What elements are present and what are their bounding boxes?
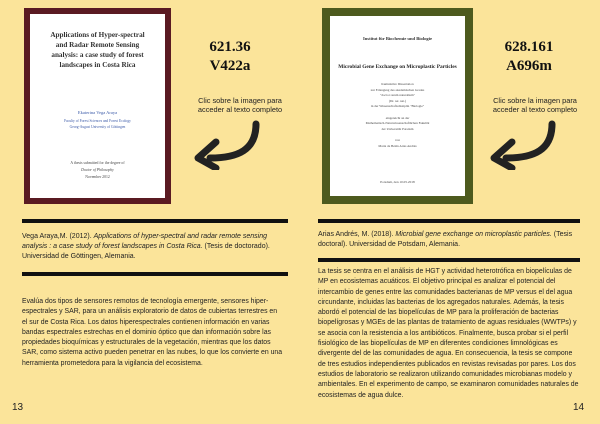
right-rule-bottom (318, 258, 580, 262)
left-cover-image[interactable] (30, 14, 165, 198)
left-rule-top (22, 219, 288, 223)
right-citation: Arias Andrés, M. (2018). Microbial gene exchange on microplastic particles. (Tesis doctoral). Universidad de Potsdam, Alemania. (318, 231, 573, 248)
right-cover-footer: Potsdam, den 10.05.2018 (380, 180, 415, 184)
right-abstract: La tesis se centra en el análisis de HGT y actividad heterotrófica en biopelículas de MP en ecosistemas acuáticos. El objetivo principal es analizar el potencial del intercambio de genes entre las comunidades bacterianas de MP versus el del agua circundante, incluidas las bacterias de los agregados naturales. Además, la tesis abordó el potencial de las biopelículas de MP para la proliferación de bacterias biopelígrosas y MGEs de las plantas de tratamiento de aguas residuales (WWTPs) y se asocia con la resistencia a los antibióticos. Finalmente, busca probar si el perfil fisiológico de las biopelículas de MP en diferentes condiciones limnológicas es divergente del de las comunidades de agua. En consecuencia, la tesis se compone de tres estudios independientes publicados en revistas revisadas por pares. Los dos estudios de laboratorio se realizaron utilizando comunidades microbianas modelo y ambientales. En el experimento de campo, se examinaron comunidades naturales de ecosistemas de agua dulce. (318, 268, 579, 399)
right-page-number: 14 (573, 402, 585, 413)
left-arrow-icon (186, 120, 266, 170)
right-call-number: 628.161 A696m (504, 39, 554, 74)
right-cover-title: Microbial Gene Exchange on Microplastic Particles (338, 64, 457, 70)
left-cover-author: Ekaterina Vega Araya (77, 110, 118, 115)
left-citation: Vega Araya,M. (2012). Applications of hyper-spectral and radar remote sensing analysis : a case study of forest landscapes in Costa Rica. (Tesis de doctorado). Universidad de Göttingen, Alemania. (22, 233, 270, 260)
left-click-instruction: Clic sobre la imagen para acceder al texto completo (197, 96, 283, 114)
left-cover-title: Applications of Hyper-spectral and Radar Remote Sensing analysis: a case study of forest landscapes in Costa Rica (50, 31, 145, 69)
left-cover-frame[interactable] (24, 8, 171, 204)
left-rule-bottom (22, 272, 288, 276)
left-cover-affiliation: Faculty of Forest Sciences and Forest Ecology Georg-August University of Göttingen (64, 119, 131, 129)
left-call-number: 621.36 V422a (209, 39, 251, 74)
right-rule-top (318, 219, 580, 223)
right-arrow-icon (482, 120, 562, 170)
right-cover-institute: Institut für Biochemie und Biologie (362, 36, 433, 41)
right-click-instruction: Clic sobre la imagen para acceder al texto completo (492, 96, 578, 114)
left-abstract: Evalúa dos tipos de sensores remotos de tecnología emergente, sensores hiper-espectrales y SAR, para un análisis exploratorio de datos de cubiertas terrestres en el sur de Costa Rica. Los datos hiperespectrales contienen información en varias bandas espectrales estrechas en el dominio óptico que dan información sobre las propiedades bioquímicas y estructurales de la vegetación, mientras que los datos SAR, como sistema activo pueden penetrar en las nubes, lo que los convierte en una herramienta prometedora para la vigilancia del ecosistema. (22, 298, 283, 367)
right-cover-image[interactable] (330, 16, 465, 196)
left-page-number: 13 (12, 402, 24, 413)
right-cover-meta: Kumulative Dissertation zur Erlangung des akademischen Grades "doctor rerum naturalium" (Dr. rer. nat.) in der Wissenschaftsdisziplin "Biologie" eingereicht an der Mathematisch-Naturwissenschaftlichen Fakultät der Universität Potsdam von Maria de Belén Arias Andrés (365, 82, 430, 148)
left-cover-degree: A thesis submitted for the degree of Doctor of Philosophy November 2012 (70, 161, 125, 179)
right-cover-frame[interactable] (322, 8, 473, 204)
